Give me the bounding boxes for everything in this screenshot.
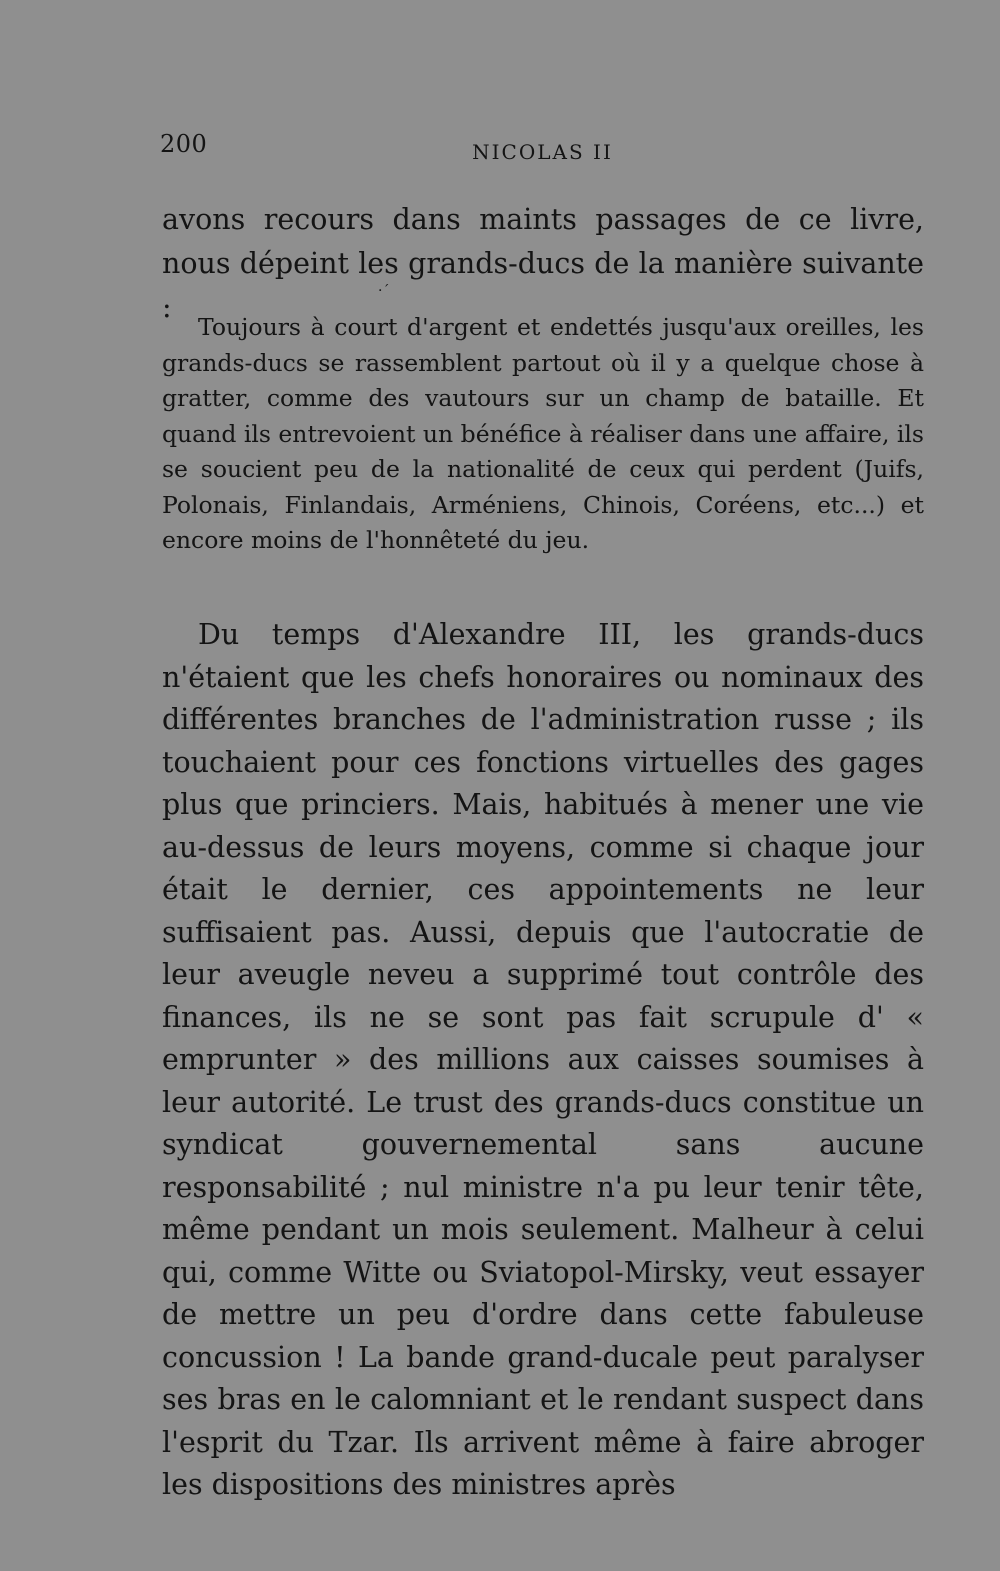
main-paragraph [162,614,924,1507]
quote-block [162,310,924,559]
main-paragraph-text: Du temps d'Alexandre III, les grands-ducs n'étaient que les chefs honoraires ou nominaux des différentes branches de l'administration russe ; ils touchaient pour ces fonctions virtuelles des gages plus que princiers. Mais, habitués à mener une vie au-dessus de leurs moyens, comme si chaque jour était le dernier, ces appointements ne leur suffisaient pas. Aussi, depuis que l'autocratie de leur aveugle neveu a supprimé tout contrôle des finances, ils ne se sont pas fait scrupule d' « emprunter » des millions aux caisses soumises à leur autorité. Le trust des grands-ducs constitue un syndicat gouvernemental sans aucune responsabilité ; nul ministre n'a pu leur tenir tête, même pendant un mois seulement. Malheur à celui qui, comme Witte ou Sviatopol-Mirsky, veut essayer de mettre un peu d'ordre dans cette fabuleuse concussion ! La bande grand-ducale peut paralyser ses bras en le calomniant et le rendant suspect dans l'esprit du Tzar. Ils arrivent même à faire abroger les dispositions des ministres après [162,618,924,1501]
running-title: NICOLAS II [472,140,613,164]
print-mark: ·ˊ [378,283,390,299]
quote-paragraph-text: Toujours à court d'argent et endettés jusqu'aux oreilles, les grands-ducs se rassemblent partout où il y a quelque chose à gratter, comme des vautours sur un champ de bataille. Et quand ils entrevoient un bénéfice à réaliser dans une affaire, ils se soucient peu de la nationalité de ceux qui perdent (Juifs, Polonais, Finlandais, Arméniens, Chinois, Coréens, etc...) et encore moins de l'honnêteté du jeu. [162,313,924,554]
intro-paragraph-text: avons recours dans maints passages de ce livre, nous dépeint les grands-ducs de la manière suivante : [162,203,924,324]
page-number: 200 [160,130,208,158]
